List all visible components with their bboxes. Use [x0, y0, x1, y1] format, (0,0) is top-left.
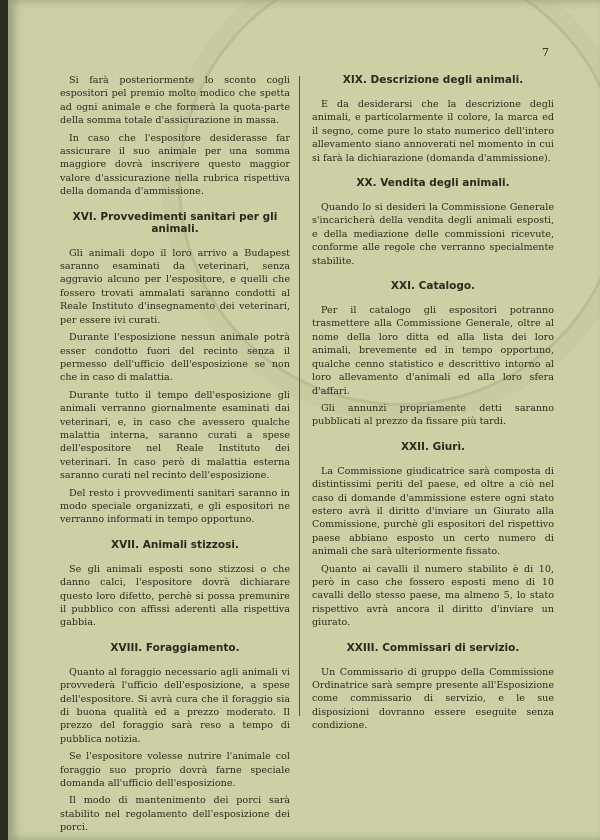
paragraph: Del resto i provvedimenti sanitari saranno in modo speciale organizzati, e gli espositori ne verranno informati in tempo opportuno.: [60, 487, 290, 526]
paragraph: La Commissione giudicatrice sarà composta di distintissimi periti del paese, ed oltre a ciò nel caso di domande d'ammissione estere ogni stato estero avrà il diritto d'inviare un Giurato alla Commissione, purchè gli espositori del rispettivo paese abbiano esposto un certo numero di animali che sarà ulteriormente fissato.: [312, 465, 554, 558]
section-heading-xvi: XVI. Provvedimenti sanitari per gli animali.: [72, 210, 278, 235]
paragraph: Quanto al foraggio necessario agli animali vi provvederà l'ufficio dell'esposizione, a spese dell'espositore. Si avrà cura che il foraggio sia di buona qualità ed a prezzo moderato. Il prezzo del foraggio sarà reso a tempo di pubblica notizia.: [60, 666, 290, 745]
paragraph: Il modo di mantenimento dei porci sarà stabilito nel regolamento dell'esposizione dei porci.: [60, 795, 290, 834]
paragraph: Durante l'esposizione nessun animale potrà esser condotto fuori del recinto senza il permesso dell'ufficio dell'esposizione se non che in caso di malattia.: [60, 332, 290, 384]
paragraph: Un Commissario di gruppo della Commissione Ordinatrice sarà sempre presente all'Esposizione come commissario di servizio, e le sue disposizioni dovranno essere eseguite senza condizione.: [312, 666, 554, 732]
paragraph: Quanto ai cavalli il numero stabilito è di 10, però in caso che fossero esposti meno di 10 cavalli dello stesso paese, ma almeno 5, lo stato rispettivo avrà ancora il diritto d'inviare un giurato.: [312, 563, 554, 629]
paragraph: Gli animali dopo il loro arrivo a Budapest saranno esaminati da veterinari, senza aggravio alcuno per l'espositore, e quelli che fossero trovati ammalati saranno condotti al Reale Instituto d'insegnamento dei veterinari, per essere ivi curati.: [60, 247, 290, 326]
page-number: 7: [542, 46, 549, 59]
paragraph: Si farà posteriormente lo sconto cogli espositori pel premio molto modico che spetta ad ogni animale e che formerà la quota-parte della somma totale d'assicurazione in massa.: [60, 75, 290, 127]
section-heading-xxi: XXI. Catalogo.: [390, 280, 476, 293]
paragraph: Gli annunzi propriamente detti saranno pubblicati al prezzo da fissare più tardi.: [312, 402, 554, 428]
document-page: [8, 0, 600, 840]
paragraph: In caso che l'espositore desiderasse far assicurare il suo animale per una somma maggiore dovrà inscrivere questo maggior valore d'assicurazione nella rubrica rispettiva della domanda d'ammissione.: [60, 132, 290, 198]
section-heading-xxiii: XXIII. Commissari di servizio.: [346, 641, 520, 654]
section-heading-xxii: XXII. Giurì.: [400, 440, 466, 453]
paragraph: Se l'espositore volesse nutrire l'animale col foraggio suo proprio dovrà farne speciale domanda all'ufficio dell'esposizione.: [60, 751, 290, 790]
paragraph: Per il catalogo gli espositori potranno trasmettere alla Commissione Generale, oltre al nome della loro ditta ed alla lista dei loro animali, brevemente ed in tempo opportuno, qualche cenno statistico e descrittivo intorno al loro allevamento d'animali ed alla loro sfera d'affari.: [312, 305, 554, 397]
right-column: [312, 74, 554, 737]
section-heading-xvii: XVII. Animali stizzosi.: [111, 538, 239, 551]
paragraph: Se gli animali esposti sono stizzosi o che danno calci, l'espositore dovrà dichiarare questo loro difetto, perchè si possa premunire il pubblico con affissi aderenti alla rispettiva gabbia.: [60, 563, 290, 629]
left-column: [60, 74, 290, 839]
section-heading-xx: XX. Vendita degli animali.: [356, 177, 510, 190]
paragraph: E da desiderarsi che la descrizione degli animali, e particolarmente il colore, la marca ed il segno, come pure lo stato numerico dell'intero allevamento siano annoverati nel momento in cui si farà la dichiarazione (domanda d'ammissione).: [312, 99, 554, 164]
section-heading-xix: XIX. Descrizione degli animali.: [342, 74, 524, 86]
column-divider: [299, 76, 300, 716]
paragraph: Durante tutto il tempo dell'esposizione gli animali verranno giornalmente esaminati dai veterinari, e, in caso che avessero qualche malattia interna, saranno curati a spese dell'espositore nel Reale Instituto dei veterinari. In caso però di malattia esterna saranno curati nel recinto dell'esposizione.: [60, 389, 290, 482]
section-heading-xviii: XVIII. Foraggiamento.: [110, 641, 240, 654]
paragraph: Quando lo si desideri la Commissione Generale s'incaricherà della vendita degli animali esposti, e della mediazione delle commissioni ricevute, conforme alle regole che verranno specialmente stabilite.: [312, 202, 554, 267]
